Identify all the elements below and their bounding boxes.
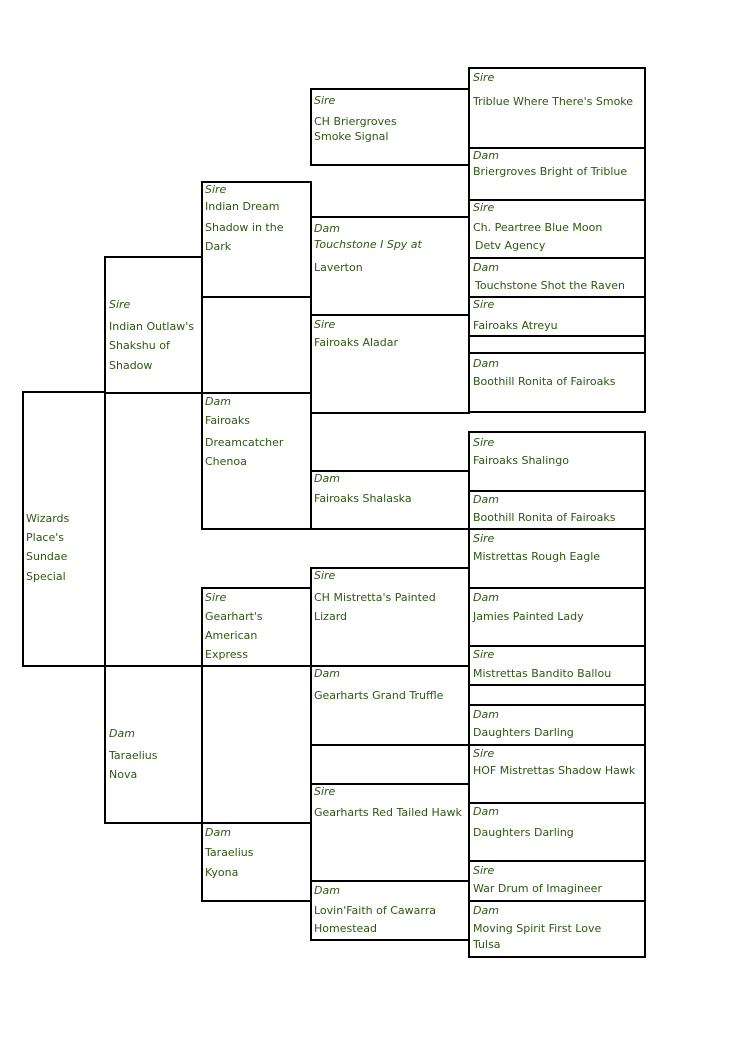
ssd-name-line2: Laverton [314, 261, 363, 274]
dsd-box [310, 665, 470, 746]
g4-13-name-line1: HOF Mistrettas Shadow Hawk [473, 764, 636, 777]
g4-box-5 [468, 296, 646, 337]
sire-name-line3: Shadow [109, 359, 153, 372]
g4-14-name-line1: Daughters Darling [473, 826, 574, 839]
dam-sire-name-line3: Express [205, 648, 248, 661]
dam-sire-lower-box [201, 665, 312, 824]
g4-4-role-label: Dam [473, 261, 499, 274]
dam-dam-role-label: Dam [205, 826, 231, 839]
g4-box-1 [468, 67, 646, 149]
subject-name-line1: Wizards [26, 512, 70, 525]
sire-sire-name-line1: Indian Dream [205, 200, 280, 213]
g4-7-role-label: Sire [473, 436, 495, 449]
dds-name-line1: Gearharts Red Tailed Hawk [314, 806, 462, 819]
g4-box-3 [468, 199, 646, 259]
g4-2-role-label: Dam [473, 149, 499, 162]
subject-name-line3: Sundae [26, 550, 68, 563]
g4-12-role-label: Dam [473, 708, 499, 721]
g4-13-role-label: Sire [473, 747, 495, 760]
ddd-name-line2: Homestead [314, 922, 378, 935]
g4-8-role-label: Dam [473, 493, 499, 506]
g4-box-2 [468, 147, 646, 201]
sds-name-line1: Fairoaks Aladar [314, 336, 399, 349]
g4-box-10 [468, 587, 646, 647]
g4-box-9 [468, 528, 646, 589]
g4-box-13 [468, 744, 646, 804]
dss-name-line2: Lizard [314, 610, 348, 623]
ddd-role-label: Dam [314, 884, 340, 897]
sire-dam-name-line1: Fairoaks [205, 414, 250, 427]
g4-9-role-label: Sire [473, 532, 495, 545]
g4-11-name-line1: Mistrettas Bandito Ballou [473, 667, 612, 680]
g4-box-15 [468, 860, 646, 902]
g4-11-role-label: Sire [473, 648, 495, 661]
sire-sire-box [201, 181, 312, 298]
g4-16-name-line2: Tulsa [473, 938, 501, 951]
sds-role-label: Sire [314, 318, 336, 331]
ddd-box [310, 880, 470, 941]
dam-name-line2: Nova [109, 768, 138, 781]
dam-sire-role-label: Sire [205, 591, 227, 604]
g4-6-name-line1: Boothill Ronita of Fairoaks [473, 375, 616, 388]
dam-sire-name-line1: Gearhart's [205, 610, 263, 623]
dam-dam-name-line1: Taraelius [205, 846, 254, 859]
dss-name-line1: CH Mistretta's Painted [314, 591, 436, 604]
g4-12-name-line1: Daughters Darling [473, 726, 574, 739]
ddd-name-line1: Lovin'Faith of Cawarra [314, 904, 436, 917]
sds-box [310, 314, 470, 414]
g4-10-name-line1: Jamies Painted Lady [473, 610, 584, 623]
g4-5-name-line1: Fairoaks Atreyu [473, 319, 558, 332]
g4-box-11 [468, 645, 646, 686]
sire-name-line1: Indian Outlaw's [109, 320, 194, 333]
g4-15-role-label: Sire [473, 864, 495, 877]
sss-role-label: Sire [314, 94, 336, 107]
dam-sire-box [201, 587, 312, 667]
g4-6-role-label: Dam [473, 357, 499, 370]
g4-box-7 [468, 431, 646, 492]
connector-line [104, 391, 106, 667]
subject-box [22, 391, 106, 667]
g4-4-name-line1: Touchstone Shot the Raven [475, 279, 626, 292]
g4-spacer-box-2 [468, 684, 646, 706]
g4-1-name-line1: Triblue Where There's Smoke [473, 95, 634, 108]
g4-7-name-line1: Fairoaks Shalingo [473, 454, 569, 467]
g4-box-14 [468, 802, 646, 862]
g4-2-name-line1: Briergroves Bright of Triblue [473, 165, 628, 178]
sire-dam-name-line3: Chenoa [205, 455, 247, 468]
dam-role-label: Dam [109, 727, 135, 740]
g4-8-name-line1: Boothill Ronita of Fairoaks [473, 511, 616, 524]
sdd-role-label: Dam [314, 472, 340, 485]
g4-10-role-label: Dam [473, 591, 499, 604]
sdd-name-line1: Fairoaks Shalaska [314, 492, 412, 505]
subject-name-line4: Special [26, 570, 66, 583]
sire-box [104, 256, 203, 394]
sire-sire-lower-box [201, 296, 312, 394]
sss-name-line2: Smoke Signal [314, 130, 389, 143]
sire-dam-role-label: Dam [205, 395, 231, 408]
g4-14-role-label: Dam [473, 805, 499, 818]
dss-box [310, 567, 470, 667]
g4-box-8 [468, 490, 646, 530]
sss-box [310, 88, 470, 166]
dds-box [310, 783, 470, 882]
sire-name-line2: Shakshu of [109, 339, 170, 352]
g4-box-16 [468, 900, 646, 958]
ssd-name-line1: Touchstone I Spy at [314, 238, 422, 251]
ssd-role-label: Dam [314, 222, 340, 235]
dds-role-label: Sire [314, 785, 336, 798]
sire-dam-box [201, 392, 312, 530]
dam-dam-name-line2: Kyona [205, 866, 239, 879]
sire-sire-name-line2: Shadow in the [205, 221, 284, 234]
g4-1-role-label: Sire [473, 71, 495, 84]
subject-name-line2: Place's [26, 531, 65, 544]
dsd-name-line1: Gearharts Grand Truffle [314, 689, 444, 702]
sire-dam-name-line2: Dreamcatcher [205, 436, 284, 449]
sdd-box [310, 470, 470, 530]
g4-box-12 [468, 704, 646, 746]
sire-role-label: Sire [109, 298, 131, 311]
sire-sire-name-line3: Dark [205, 240, 232, 253]
g4-9-name-line1: Mistrettas Rough Eagle [473, 550, 601, 563]
g4-box-4 [468, 257, 646, 298]
ssd-box [310, 216, 470, 316]
sss-name-line1: CH Briergroves [314, 115, 397, 128]
sire-sire-role-label: Sire [205, 183, 227, 196]
g4-box-6 [468, 352, 646, 413]
dsd-role-label: Dam [314, 667, 340, 680]
g4-15-name-line1: War Drum of Imagineer [473, 882, 602, 895]
g4-3-role-label: Sire [473, 201, 495, 214]
g4-16-name-line1: Moving Spirit First Love [473, 922, 602, 935]
dam-sire-name-line2: American [205, 629, 258, 642]
dss-role-label: Sire [314, 569, 336, 582]
dam-name-line1: Taraelius [109, 749, 158, 762]
dam-dam-box [201, 822, 312, 902]
g4-3-name-line1: Ch. Peartree Blue Moon [473, 221, 603, 234]
dam-box [104, 665, 203, 824]
g4-16-role-label: Dam [473, 904, 499, 917]
g4-3-name-line2: Detv Agency [475, 239, 546, 252]
g4-5-role-label: Sire [473, 298, 495, 311]
